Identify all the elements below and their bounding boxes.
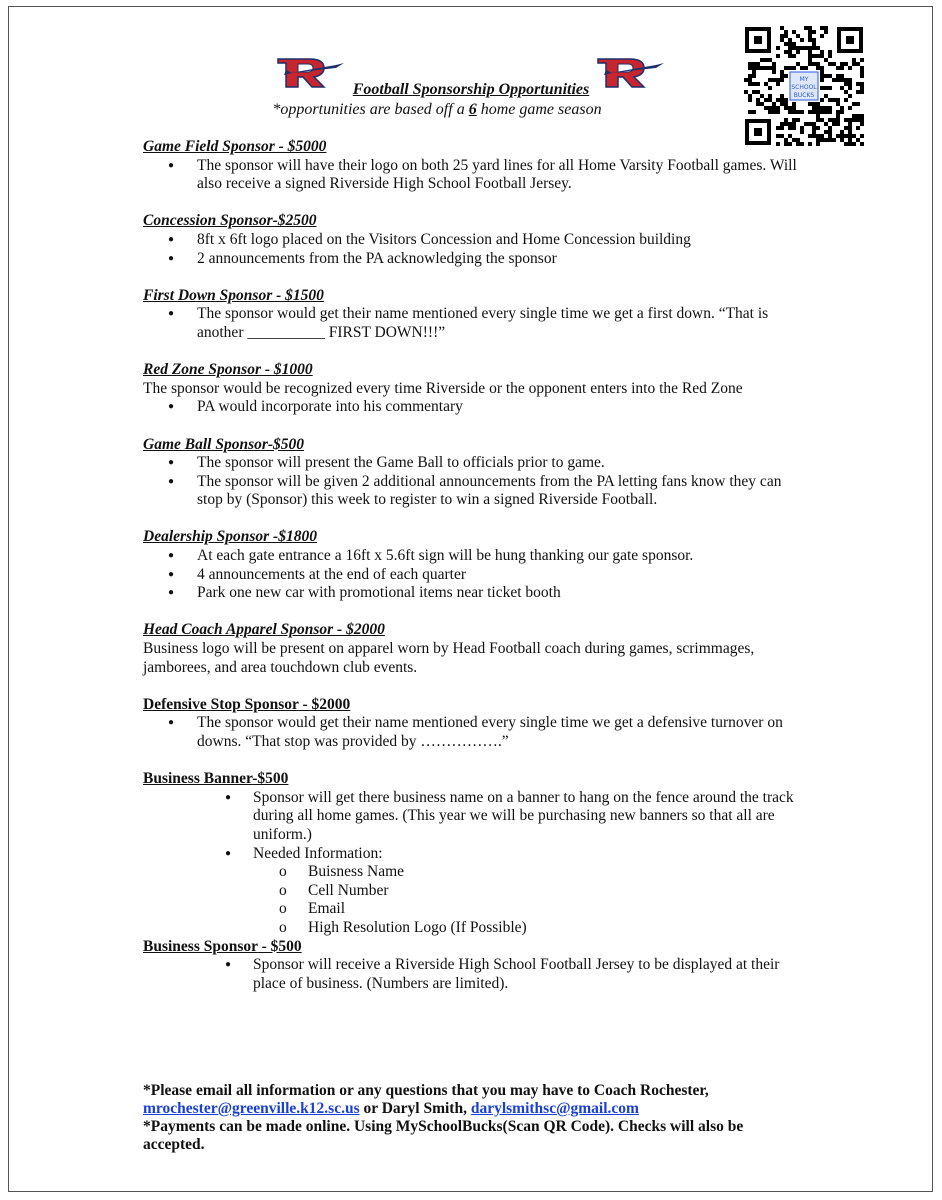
contact-emails: mrochester@greenville.k12.sc.us or Daryl Smith, darylsmithsc@gmail.com xyxy=(143,1100,639,1117)
section-title: Concession Sponsor-$2500 xyxy=(143,212,317,230)
sub-list-item: o Email xyxy=(143,900,803,919)
season-note: *opportunities are based off a 6 home game season xyxy=(272,101,602,118)
section-title: Business Sponsor - $500 xyxy=(143,937,302,955)
qr-label: MY xyxy=(799,76,809,83)
payment-note: *Payments can be made online. Using MySchoolBucks(Scan QR Code). Checks will also be accepted. xyxy=(143,1118,744,1153)
list-item: ● 4 announcements at the end of each quarter xyxy=(143,566,803,585)
list-item: ● Needed Information: xyxy=(143,845,803,864)
sub-list-item: o Cell Number xyxy=(143,882,803,901)
svg-text:SCHOOL: SCHOOL xyxy=(791,84,817,91)
section-title: Defensive Stop Sponsor - $2000 xyxy=(143,695,351,713)
email-link-smith[interactable]: darylsmithsc@gmail.com xyxy=(470,1100,639,1117)
sub-list-item: o Buisness Name xyxy=(143,863,803,882)
section-defensive-stop xyxy=(143,696,803,752)
list-item: ● The sponsor would get their name mentioned every single time we get a first down. “That is another __________ FIRST DOWN!!!” xyxy=(143,305,803,342)
list-item: ● 8ft x 6ft logo placed on the Visitors Concession and Home Concession building xyxy=(143,231,803,250)
list-item: ● 2 announcements from the PA acknowledging the sponsor xyxy=(143,250,803,269)
email-link-rochester[interactable]: mrochester@greenville.k12.sc.us xyxy=(143,1100,360,1117)
list-item: ● Sponsor will get there business name on a banner to hang on the fence around the track during all home games. (This year we will be purchasing new banners so that all are uniform.) xyxy=(143,789,803,845)
section-title: Dealership Sponsor -$1800 xyxy=(143,528,317,546)
section-text: Business logo will be present on apparel worn by Head Football coach during games, scrimmages, jamborees, and area touchdown club events. xyxy=(143,640,755,676)
section-game-ball xyxy=(143,436,803,510)
list-item: ● Sponsor will receive a Riverside High School Football Jersey to be displayed at their place of business. (Numbers are limited). xyxy=(143,956,803,993)
list-item: ● The sponsor will present the Game Ball to officials prior to game. xyxy=(143,454,803,473)
list-item: ● Park one new car with promotional items near ticket booth xyxy=(143,584,803,603)
list-item: ● At each gate entrance a 16ft x 5.6ft sign will be hung thanking our gate sponsor. xyxy=(143,547,803,566)
section-red-zone xyxy=(143,361,803,417)
section-concession xyxy=(143,212,803,268)
list-item: ● The sponsor will be given 2 additional announcements from the PA letting fans know they can stop by (Sponsor) this week to register to win a signed Riverside Football. xyxy=(143,473,803,510)
list-item: ● The sponsor will have their logo on both 25 yard lines for all Home Varsity Football games. Will also receive a signed Riverside High School Football Jersey. xyxy=(143,157,803,194)
section-first-down xyxy=(143,287,803,343)
list-item: ● PA would incorporate into his commentary xyxy=(143,398,803,417)
section-business-banner xyxy=(143,770,803,937)
section-title: Red Zone Sponsor - $1000 xyxy=(143,361,313,379)
section-text: The sponsor would be recognized every time Riverside or the opponent enters into the Red Zone xyxy=(143,379,743,397)
section-dealership xyxy=(143,528,803,602)
list-item: ● The sponsor would get their name mentioned every single time we get a defensive turnover on downs. “That stop was provided by …………….” xyxy=(143,714,803,751)
section-head-coach xyxy=(143,621,803,677)
section-business-sponsor xyxy=(143,938,803,994)
page-title: Football Sponsorship Opportunities xyxy=(352,81,590,98)
sub-list-item: o High Resolution Logo (If Possible) xyxy=(143,919,803,938)
svg-text:BUCKS: BUCKS xyxy=(793,92,815,99)
section-game-field xyxy=(143,138,803,194)
section-title: First Down Sponsor - $1500 xyxy=(143,286,324,304)
sponsorship-list xyxy=(143,138,803,1012)
section-title: Business Banner-$500 xyxy=(143,770,289,788)
section-title: Head Coach Apparel Sponsor - $2000 xyxy=(143,621,385,639)
contact-line: *Please email all information or any questions that you may have to Coach Rochester, xyxy=(143,1082,709,1099)
section-title: Game Ball Sponsor-$500 xyxy=(143,435,305,453)
contact-footer xyxy=(143,1082,803,1154)
section-title: Game Field Sponsor - $5000 xyxy=(143,138,327,155)
